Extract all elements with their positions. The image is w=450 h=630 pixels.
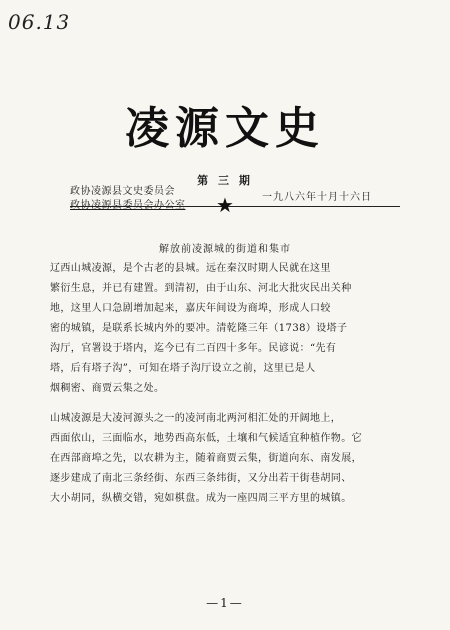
handwritten-note: 06.13 (8, 10, 71, 34)
text-line: 地，这里人口急剧增加起来，嘉庆年间设为商埠，形成人口较 (50, 303, 331, 314)
publisher-divider-rule (70, 206, 400, 207)
publisher-org-1: 政协凌源县文史委员会 (70, 186, 175, 197)
text-line: 大小胡同，纵横交错，宛如棋盘。成为一座四周三平方里的城镇。 (50, 493, 352, 504)
text-line: 塔，后有塔子沟”，可知在塔子沟厅设立之前，这里已是人 (50, 363, 316, 374)
publication-date: 一九八六年十月十六日 (262, 192, 372, 203)
text-line: 辽西山城凌源，是个古老的县城。远在秦汉时期人民就在这里 (50, 263, 331, 274)
article-body (50, 259, 400, 519)
text-line: 逐步建成了南北三条经街、东西三条纬街，又分出若干街巷胡同、 (50, 473, 352, 484)
text-line: 沟厅，官署设于塔内，迄今已有二百四十多年。民谚说：“先有 (50, 343, 337, 354)
paragraph-1 (50, 259, 400, 399)
paragraph-2 (50, 409, 400, 509)
text-line: 山城凌源是大凌河源头之一的凌河南北两河相汇处的开阔地上， (50, 413, 342, 424)
text-line: 繁衍生息，并已有建置。到清初，由于山东、河北大批灾民出关种 (50, 283, 352, 294)
text-line: 密的城镇，是联系长城内外的要冲。清乾隆三年（1738）设塔子 (50, 323, 348, 334)
text-line: 在西部商埠之先，以农耕为主，随着商贾云集，街道向东、南发展， (50, 453, 362, 464)
text-line: 烟稠密、商贾云集之处。 (50, 383, 165, 394)
publisher-org-2: 政协凌源县委员会办公室 (70, 200, 186, 211)
star-icon: ★ (216, 193, 234, 217)
publisher-block (70, 185, 400, 217)
publication-title: 凌源文史 (125, 103, 325, 154)
page-number: —1— (206, 596, 244, 610)
publisher-orgs (70, 185, 220, 213)
text-line: 西面依山，三面临水，地势西高东低，土壤和气候适宜种植作物。它 (50, 433, 362, 444)
article-title: 解放前凌源城的街道和集市 (159, 244, 291, 255)
issue-number: 第 三 期 (197, 174, 253, 187)
